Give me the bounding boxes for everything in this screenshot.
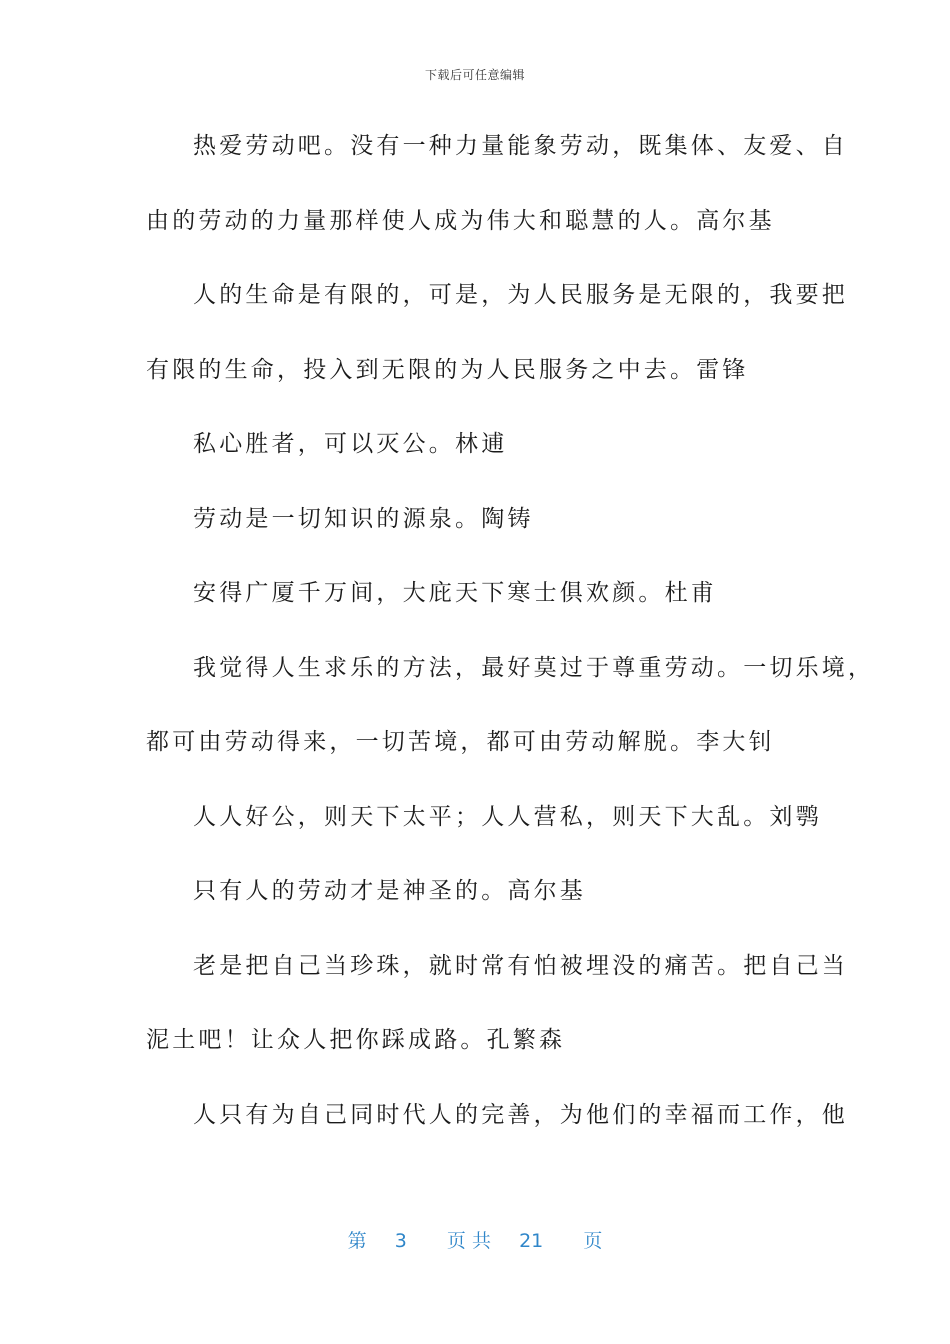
text-line: 人人好公，则天下太平；人人营私，则天下大乱。刘鹗 <box>193 803 822 830</box>
text-line: 我觉得人生求乐的方法，最好莫过于尊重劳动。一切乐境， <box>193 654 875 681</box>
footer-suffix: 页 <box>583 1230 603 1252</box>
text-line: 只有人的劳动才是神圣的。高尔基 <box>193 878 586 904</box>
text-line: 劳动是一切知识的源泉。陶铸 <box>193 505 534 532</box>
total-page-count: 21 <box>519 1230 544 1252</box>
text-line: 热爱劳动吧。没有一种力量能象劳动，既集体、友爱、自 <box>193 133 848 159</box>
text-line: 都可由劳动得来，一切苦境，都可由劳动解脱。李大钊 <box>146 729 775 755</box>
current-page-number: 3 <box>394 1230 407 1252</box>
text-line: 安得广厦千万间，大庇天下寒士俱欢颜。杜甫 <box>193 580 717 606</box>
text-line: 人只有为自己同时代人的完善，为他们的幸福而工作，他 <box>193 1101 848 1128</box>
text-line: 泥土吧！让众人把你踩成路。孔繁森 <box>146 1027 566 1053</box>
page-footer <box>0 1226 950 1253</box>
text-line: 人的生命是有限的，可是，为人民服务是无限的，我要把 <box>193 282 848 308</box>
text-line: 私心胜者，可以灭公。林逋 <box>193 431 508 457</box>
text-line: 老是把自己当珍珠，就时常有怕被埋没的痛苦。把自己当 <box>193 952 848 979</box>
page-header: 下载后可任意编辑 <box>424 68 525 82</box>
document-body <box>146 124 875 1167</box>
text-line: 由的劳动的力量那样使人成为伟大和聪慧的人。高尔基 <box>146 207 775 234</box>
footer-middle: 页 共 <box>446 1230 491 1252</box>
footer-prefix: 第 <box>347 1230 367 1252</box>
text-line: 有限的生命，投入到无限的为人民服务之中去。雷锋 <box>146 356 749 383</box>
